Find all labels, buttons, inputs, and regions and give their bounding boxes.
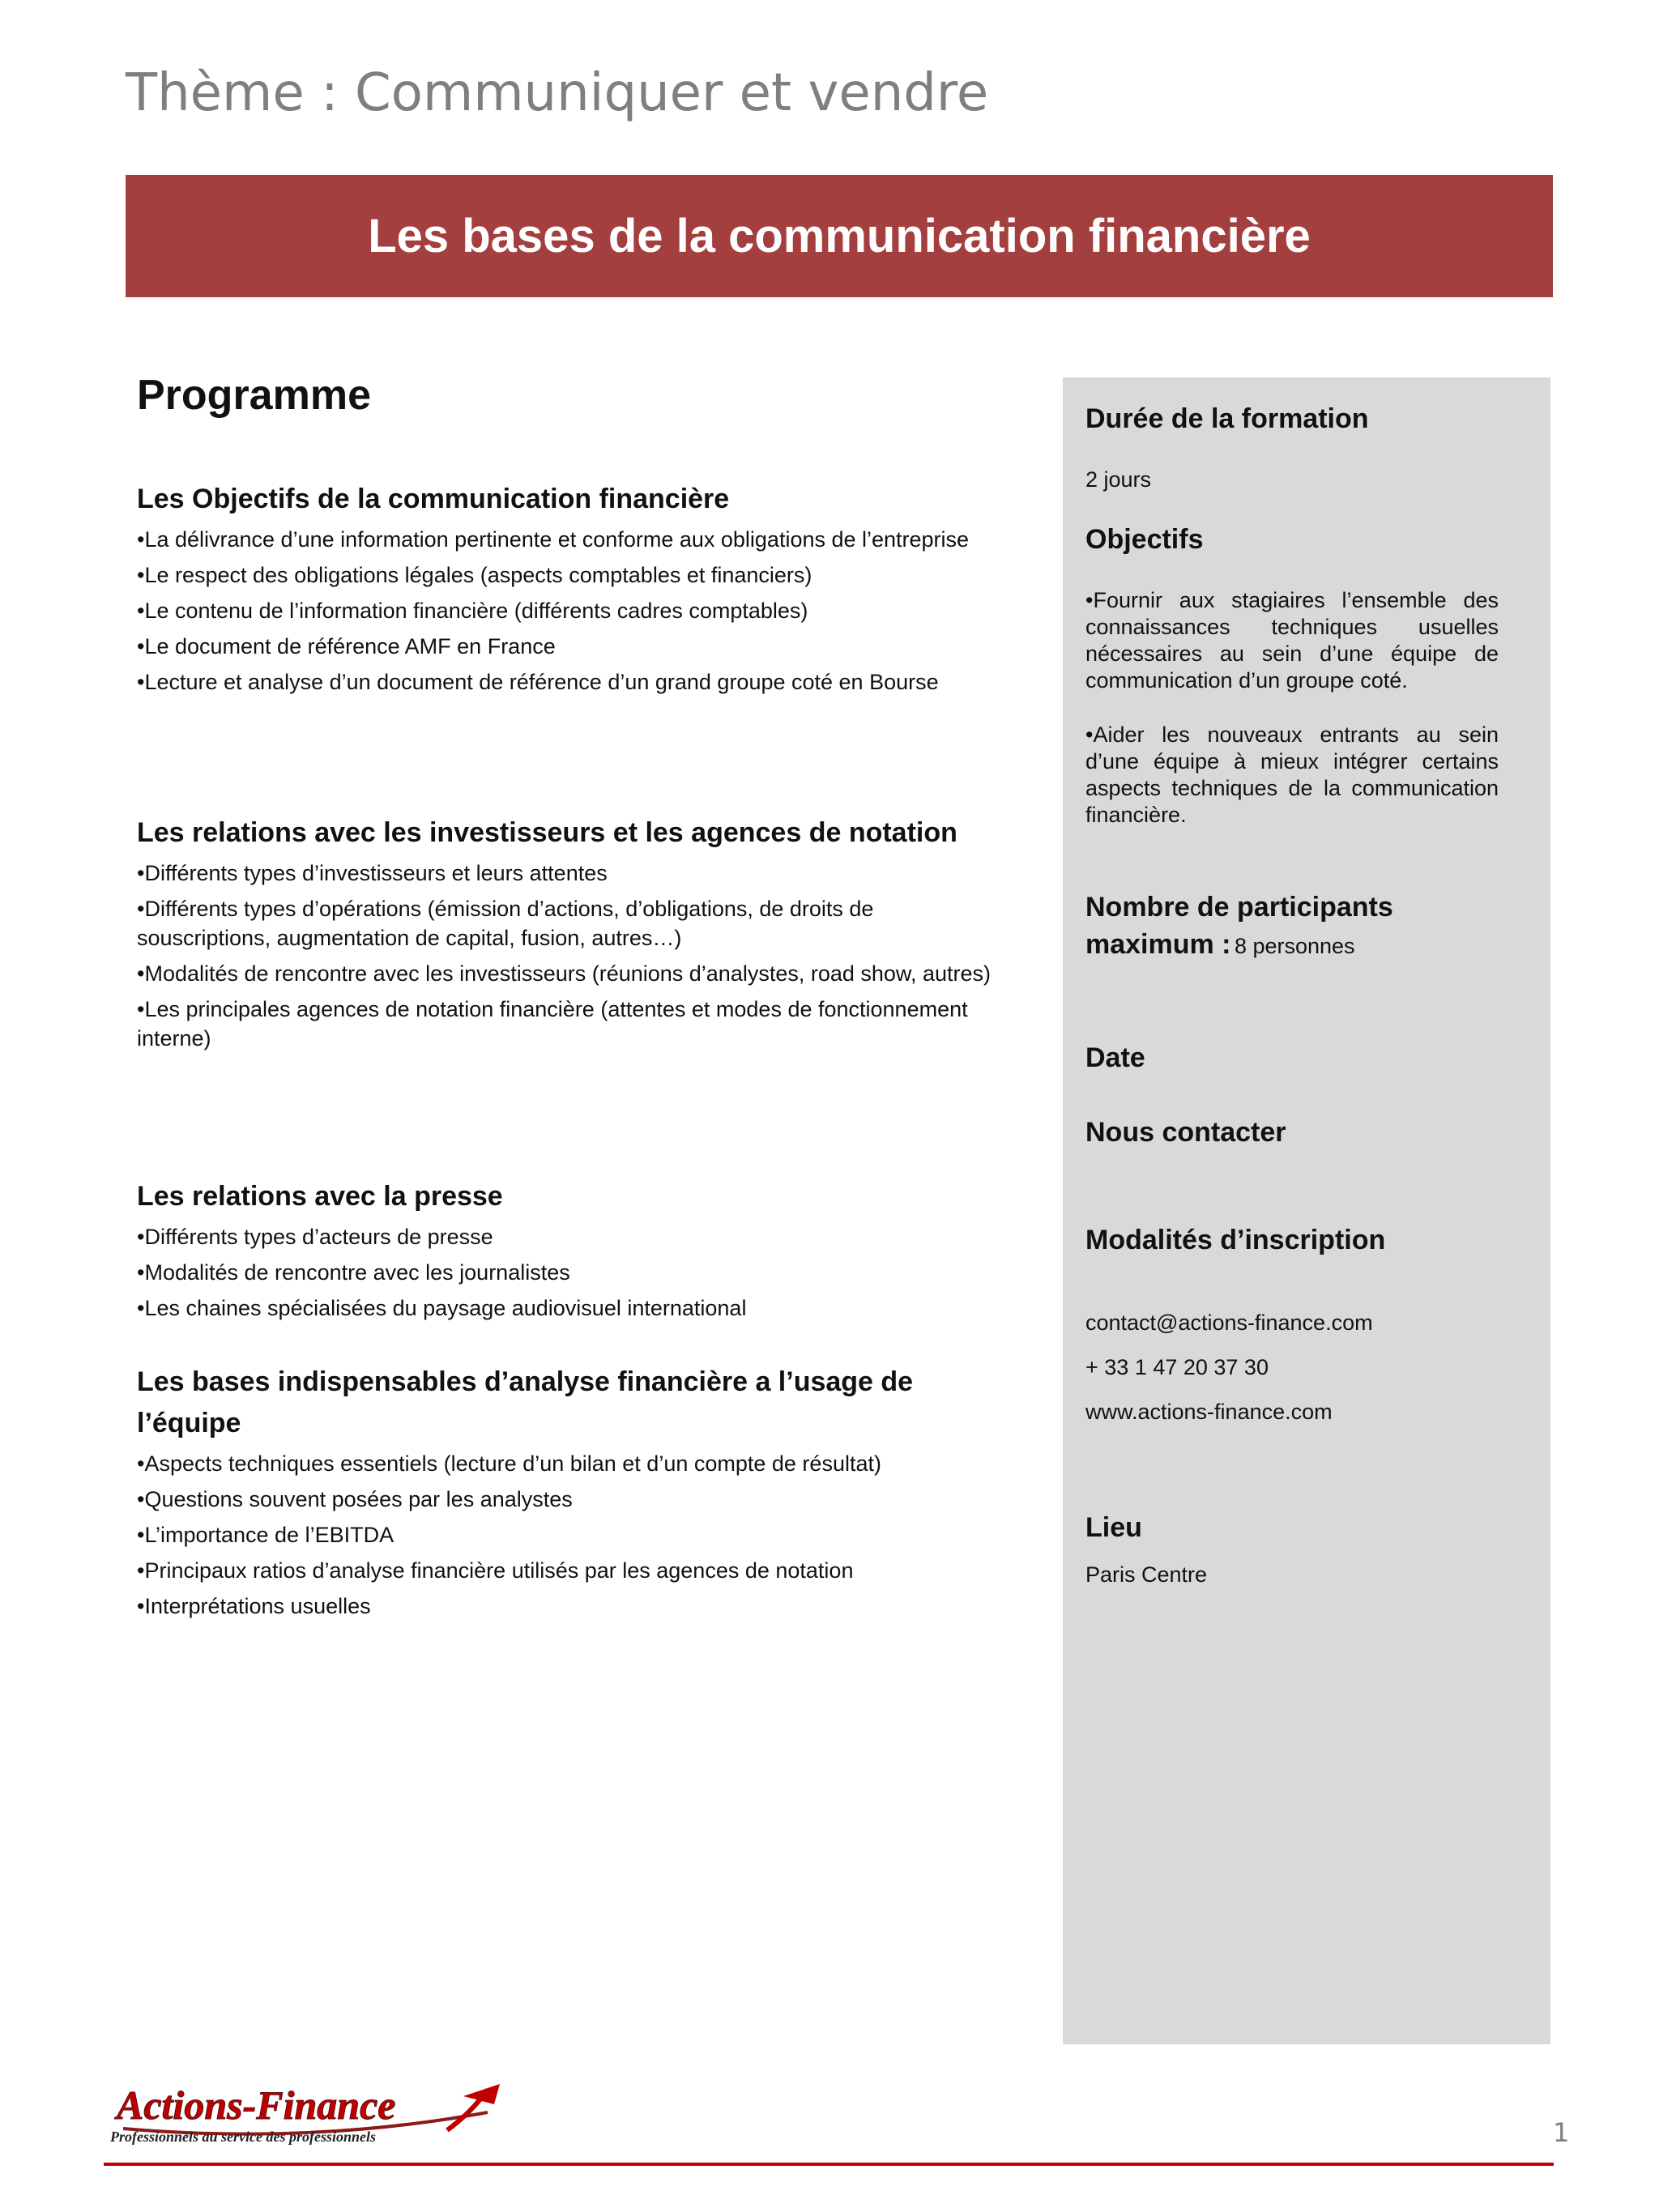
program-section-objectives (137, 479, 1012, 703)
contact-phone: + 33 1 47 20 37 30 (1085, 1355, 1269, 1379)
contact-label: Nous contacter (1085, 1117, 1286, 1148)
theme-title: Thème : Communiquer et vendre (126, 63, 989, 123)
location-label: Lieu (1085, 1512, 1142, 1543)
list-item: •Interprétations usuelles (137, 1594, 371, 1618)
list-item: •Le respect des obligations légales (aspects comptables et financiers) (137, 563, 812, 587)
program-title: Programme (137, 372, 371, 419)
section-list (137, 1222, 1012, 1323)
participants-value: 8 personnes (1234, 934, 1355, 958)
section-heading: Les relations avec la presse (137, 1181, 503, 1212)
list-item: •La délivrance d’une information pertinente et conforme aux obligations de l’entreprise (137, 527, 970, 552)
program-section-financial-analysis (137, 1362, 1012, 1627)
participants-label-max: maximum : (1085, 929, 1231, 960)
participants-block (1085, 889, 1499, 963)
list-item: •Principaux ratios d’analyse financière utilisés par les agences de notation (137, 1558, 854, 1583)
list-item: •Les chaines spécialisées du paysage audiovisuel international (137, 1296, 747, 1320)
list-item: •Le contenu de l’information financière (différents cadres comptables) (137, 599, 808, 623)
course-title: Les bases de la communication financière (368, 210, 1311, 262)
duration-value: 2 jours (1085, 467, 1152, 492)
list-item: •Aspects techniques essentiels (lecture d’un bilan et d’un compte de résultat) (137, 1451, 881, 1476)
list-item: •Modalités de rencontre avec les journalistes (137, 1260, 570, 1285)
list-item: •Les principales agences de notation financière (attentes et modes de fonctionnement interne) (137, 997, 968, 1051)
contact-email[interactable]: contact@actions-finance.com (1085, 1311, 1373, 1335)
list-item: •Le document de référence AMF en France (137, 634, 556, 658)
logo-graphic (107, 2080, 512, 2146)
location-value: Paris Centre (1085, 1562, 1208, 1587)
contact-website[interactable]: www.actions-finance.com (1085, 1400, 1333, 1424)
list-item: •Questions souvent posées par les analystes (137, 1487, 573, 1511)
page-number: 1 (1553, 2117, 1570, 2148)
objective-item: •Aider les nouveaux entrants au sein d’une équipe à mieux intégrer certains aspects techniques de la communication financière. (1085, 722, 1499, 827)
section-heading: Les bases indispensables d’analyse financière a l’usage de l’équipe (137, 1366, 914, 1438)
footer-divider (104, 2163, 1554, 2166)
participants-label: Nombre de participants (1085, 892, 1393, 923)
section-list (137, 525, 1012, 697)
section-heading: Les relations avec les investisseurs et les agences de notation (137, 817, 957, 848)
section-list (137, 1449, 1012, 1621)
list-item: •Modalités de rencontre avec les investisseurs (réunions d’analystes, road show, autres) (137, 961, 991, 986)
list-item: •Différents types d’opérations (émission d’actions, d’obligations, de droits de souscriptions, augmentation de capital, fusion, autres…) (137, 897, 874, 950)
section-heading: Les Objectifs de la communication financière (137, 484, 730, 514)
company-logo (107, 2080, 512, 2146)
logo-name: Actions-Finance (117, 2082, 396, 2128)
section-list (137, 859, 1012, 1053)
program-section-investors (137, 812, 1012, 1059)
program-section-press (137, 1176, 1012, 1329)
date-label: Date (1085, 1042, 1145, 1073)
logo-tagline: Professionnels au service des professionnels (110, 2129, 376, 2145)
course-title-banner (126, 175, 1553, 297)
objective-item: •Fournir aux stagiaires l’ensemble des connaissances techniques usuelles nécessaires au sein d’une équipe de communication d’un groupe coté. (1085, 588, 1499, 693)
list-item: •Lecture et analyse d’un document de référence d’un grand groupe coté en Bourse (137, 670, 939, 694)
registration-label: Modalités d’inscription (1085, 1225, 1386, 1255)
objectives-label: Objectifs (1085, 524, 1204, 555)
duration-label: Durée de la formation (1085, 403, 1369, 434)
list-item: •Différents types d’acteurs de presse (137, 1225, 493, 1249)
list-item: •L’importance de l’EBITDA (137, 1523, 394, 1547)
list-item: •Différents types d’investisseurs et leurs attentes (137, 861, 608, 885)
